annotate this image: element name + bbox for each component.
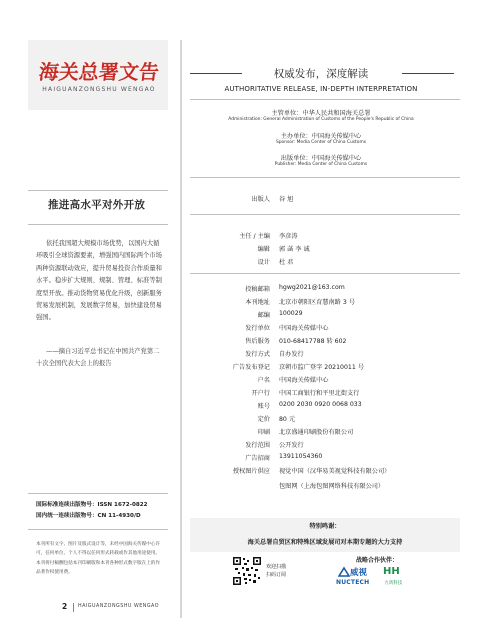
info-value: 中国海关传媒中心 [279, 325, 329, 332]
info-label: 授权图片供应 [232, 468, 270, 475]
acknowledgement-text: 海关总署自贸区和特殊区域发展司对本期专题的大力支持 [247, 539, 403, 546]
info-label: 发行范围 [245, 442, 270, 449]
info-label: 发行方式 [245, 351, 270, 358]
info-label: 定价 [257, 416, 270, 423]
divider [28, 529, 168, 530]
designer-value: 杜 君 [279, 259, 294, 266]
publisher-label: 出版人 [251, 196, 270, 203]
divider [190, 177, 460, 178]
info-value: 010-68417788 转 602 [279, 338, 347, 345]
info-value: 0200 2030 0920 0068 033 [279, 401, 362, 408]
info-label: 投稿邮箱 [245, 286, 270, 293]
acknowledgement-title: 特别鸣谢： [309, 523, 341, 530]
info-label: 广告招商 [245, 455, 270, 462]
info-value: 北京盛通印刷股份有限公司 [279, 429, 354, 436]
divider [190, 214, 460, 215]
page-number: 2 [62, 602, 68, 611]
organizer-administration: 主管单位：中华人民共和国海关总署 Administration: General Administration of Customs of the People's Republic of China [228, 110, 414, 122]
masthead-pinyin: HAIGUANZONGSHU WENGAO [42, 86, 156, 93]
issn-number: 国际标准连续出版物号：ISSN 1672-0822 [36, 502, 148, 508]
info-value: hgwg2021@163.com [279, 284, 345, 291]
footer-pinyin: HAIGUANZONGSHU WENGAO [78, 604, 160, 609]
nuctech-logo-cn: 威视 [350, 568, 368, 578]
editor-label: 编辑 [257, 246, 270, 253]
info-value: 100029 [279, 310, 303, 317]
nuctech-logo-text: NUCTECH [336, 579, 370, 586]
masthead-logo: 海关总署文告 [37, 60, 161, 84]
editor-value: 郭 菡 李 诚 [279, 246, 310, 253]
editor-in-chief-value: 李彦涛 [279, 233, 298, 240]
info-value: 80 元 [279, 416, 296, 423]
quote-text: 依托我国超大规模市场优势，以国内大循环吸引全球资源要素，增强国内国际两个市场两种资源联动效应，提升贸易投资合作质量和水平。稳步扩大规则、规制、管理、标准等制度型开放。推动货物贸易优化升级，创新服务贸易发展机制，发展数字贸易，加快建设贸易强国。 [36, 240, 162, 322]
hh-logo-icon: HH [383, 566, 400, 577]
info-label: 售后服务 [245, 338, 270, 345]
info-label: 本刊地址 [245, 299, 270, 306]
issn-block [36, 500, 148, 522]
info-label: 印刷 [257, 429, 270, 436]
divider [190, 99, 460, 100]
info-label: 户名 [257, 377, 270, 384]
divider [28, 493, 168, 494]
hh-logo-text: 力鸿科技 [384, 581, 403, 586]
headline: 推进高水平对外开放 [48, 199, 146, 211]
info-label: 邮编 [257, 312, 270, 319]
designer-label: 设计 [257, 259, 270, 266]
divider [28, 224, 168, 225]
info-label: 账号 [257, 403, 270, 410]
organizer-publisher: 出版单位：中国海关传媒中心 Publisher: Media Center of China Customs [274, 155, 368, 167]
banner-title: 权威发布，深度解读 [273, 68, 369, 80]
editor-in-chief-label: 主任 / 主编 [239, 233, 270, 240]
info-value: 中国工商银行和平里北街支行 [279, 390, 360, 397]
info-value: 自办发行 [279, 351, 304, 358]
info-value: 视觉中国（汉华易美视觉科技有限公司） [279, 468, 391, 475]
column-divider [180, 40, 182, 618]
info-value: 京朝市监广登字 20210011 号 [279, 364, 364, 371]
cn-number: 国内统一连续出版物号：CN 11-4930/D [36, 513, 141, 519]
publisher-value: 谷 旭 [279, 196, 294, 203]
qr-label: 欢迎扫描 扫码订阅 [266, 564, 287, 578]
organizer-sponsor: 主办单位：中国海关传媒中心 Sponsor: Media Center of China Customs [275, 133, 367, 145]
info-value: 北京市朝阳区育慧南路 3 号 [279, 299, 355, 306]
footer-separator [73, 603, 74, 612]
banner-subtitle: AUTHORITATIVE RELEASE, IN-DEPTH INTERPRETATION [224, 85, 418, 93]
quote-source: ——摘自习近平总书记在中国共产党第二十次全国代表大会上的报告 [36, 348, 160, 367]
info-value: 包图网（上海包图网络科技有限公司） [279, 483, 385, 490]
info-label: 开户行 [251, 390, 270, 397]
divider [190, 273, 460, 274]
partner-title: 战略合作伙伴： [356, 557, 399, 564]
nuctech-logo-icon [338, 566, 350, 578]
info-label: 广告发布登记 [232, 364, 270, 371]
info-value: 13911054360 [279, 453, 323, 460]
qr-code-icon [233, 557, 261, 585]
copyright-notice: 本刊所有文字、图片及版式设计等，未经中国海关传媒中心许可，任何单位、个人不得以任何形式转载或作其他用途使用。本刊将付稿酬包括本刊印刷版和本刊各种形式数字版在上的作品著作权使用费。 [36, 542, 161, 576]
info-label: 发行单位 [245, 325, 270, 332]
divider [28, 190, 168, 191]
info-value: 公开发行 [279, 442, 304, 449]
info-value: 中国海关传媒中心 [279, 377, 329, 384]
